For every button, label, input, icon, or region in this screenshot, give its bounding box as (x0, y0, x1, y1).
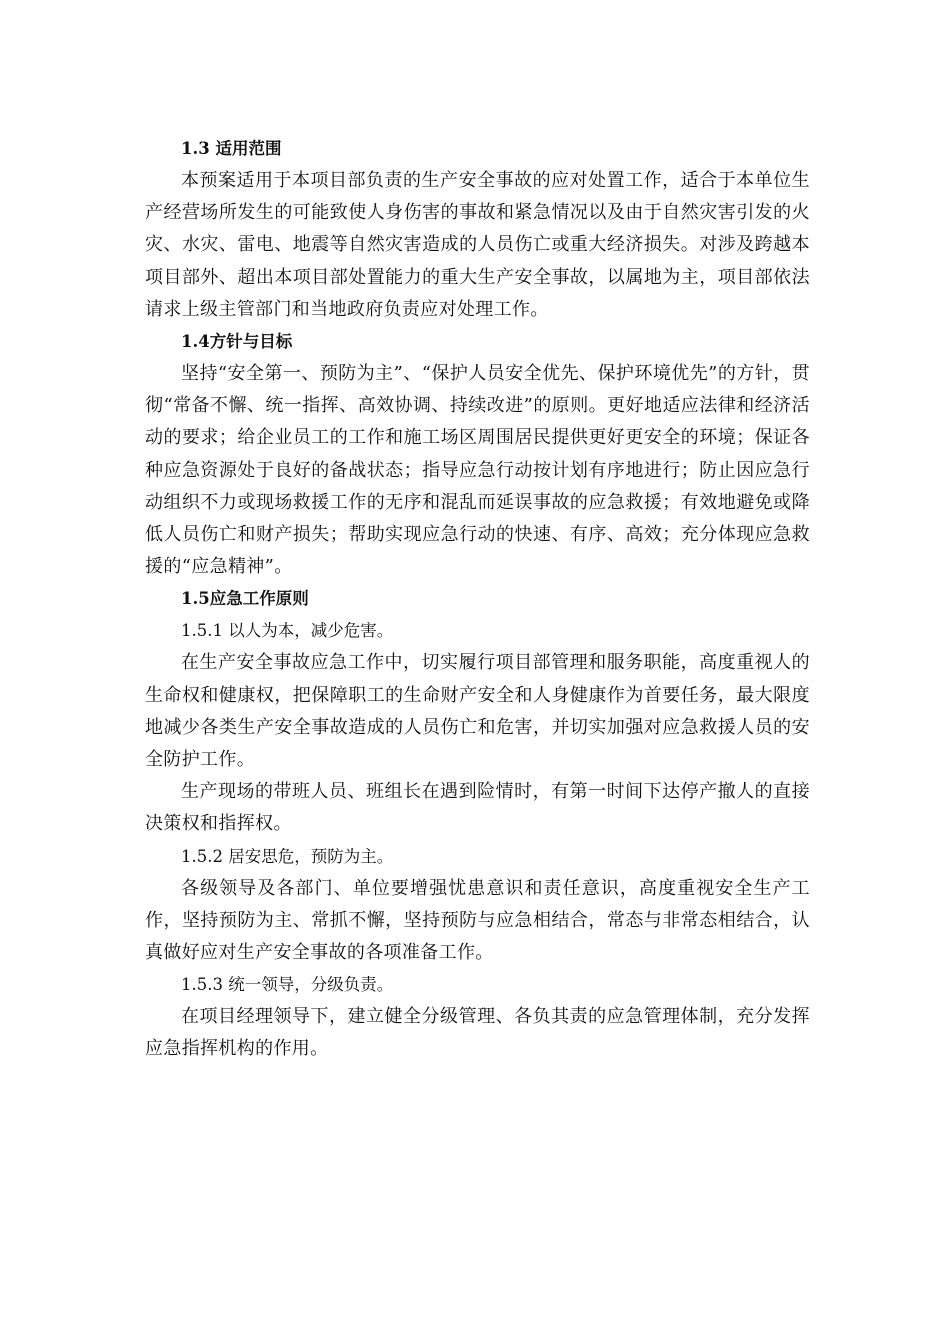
paragraph-prevention: 各级领导及各部门、单位要增强忧患意识和责任意识，高度重视安全生产工作，坚持预防为主、常抓不懈，坚持预防与应急相结合，常态与非常态相结合，认真做好应对生产安全事故的各项准备工作。 (145, 877, 810, 964)
section-heading-1-5: 1.5应急工作原则 (181, 589, 309, 609)
section-heading-1-4: 1.4方针与目标 (181, 332, 293, 352)
subsection-heading-1-5-1: 1.5.1 以人为本，减少危害。 (181, 621, 394, 641)
paragraph-unified-leadership: 在项目经理领导下，建立健全分级管理、各负其责的应急管理体制，充分发挥应急指挥机构的作用。 (145, 1006, 810, 1060)
paragraph-people-first: 在生产安全事故应急工作中，切实履行项目部管理和服务职能，高度重视人的生命权和健康权，把保障职工的生命财产安全和人身健康作为首要任务，最大限度地减少各类生产安全事故造成的人员伤亡和危害，并切实加强对应急救援人员的安全防护工作。 (145, 652, 810, 771)
paragraph-scope: 本预案适用于本项目部负责的生产安全事故的应对处置工作，适合于本单位生产经营场所发生的可能致使人身伤害的事故和紧急情况以及由于自然灾害引发的火灾、水灾、雷电、地震等自然灾害造成的人员伤亡或重大经济损失。对涉及跨越本项目部外、超出本项目部处置能力的重大生产安全事故，以属地为主，项目部依法请求上级主管部门和当地政府负责应对处理工作。 (145, 170, 810, 320)
paragraph-decision-authority: 生产现场的带班人员、班组长在遇到险情时，有第一时间下达停产撤人的直接决策权和指挥权。 (145, 781, 810, 835)
document-page (145, 133, 810, 1066)
paragraph-policy-goals: 坚持“安全第一、预防为主”、“保护人员安全优先、保护环境优先”的方针，贯彻“常备不懈、统一指挥、高效协调、持续改进”的原则。更好地适应法律和经济活动的要求；给企业员工的工作和施工场区周围居民提供更好更安全的环境；保证各种应急资源处于良好的备战状态；指导应急行动按计划有序地进行；防止因应急行动组织不力或现场救援工作的无序和混乱而延误事故的应急救援；有效地避免或降低人员伤亡和财产损失；帮助实现应急行动的快速、有序、高效；充分体现应急救援的“应急精神”。 (145, 363, 810, 578)
subsection-heading-1-5-2: 1.5.2 居安思危，预防为主。 (181, 846, 394, 866)
subsection-heading-1-5-3: 1.5.3 统一领导，分级负责。 (181, 975, 394, 995)
section-heading-1-3: 1.3 适用范围 (181, 139, 282, 158)
